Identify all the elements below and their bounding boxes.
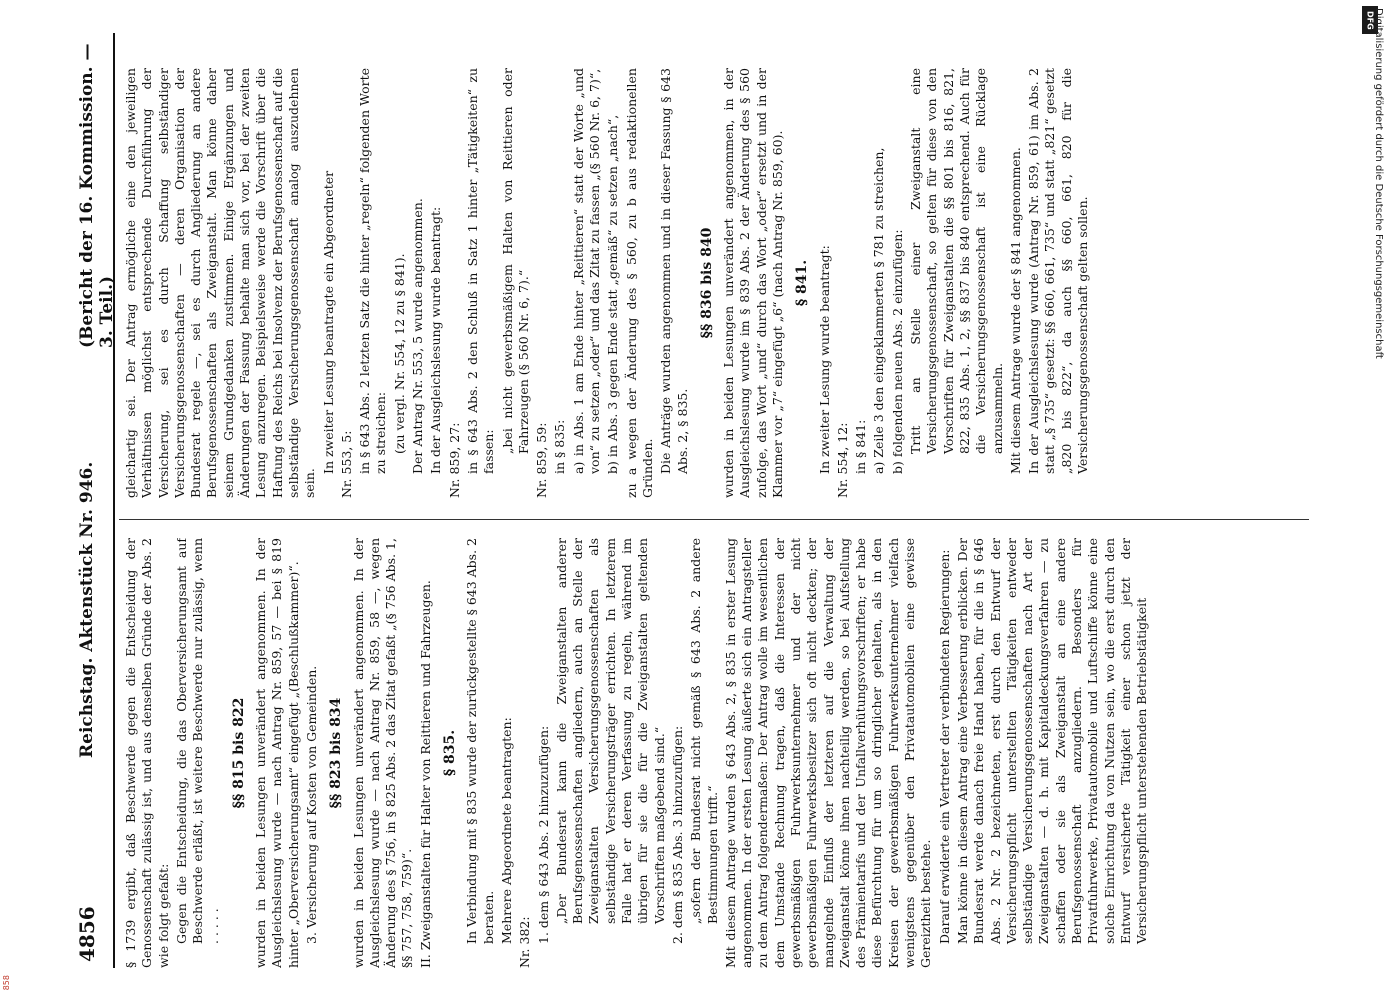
scan-mark: 858 [2, 975, 11, 991]
paragraph: wurden in beiden Lesungen unverändert angenommen. In der Ausgleichslesung wurde — nach Antrag Nr. 859, 58 —, wegen Änderung des § 756, in § 825 Abs. 2 das Zitat gefaßt „(§ 756 Abs. 1, §§ 757, 758, 759)“. [350, 538, 415, 968]
paragraph: in § 643 Abs. 2 letzten Satz die hinter „regeln“ folgenden Worte zu streichen: [357, 68, 389, 474]
paragraph: zu a wegen der Änderung des § 560, zu b aus redaktionellen Gründen. [623, 68, 655, 498]
page-header [67, 33, 115, 968]
section-heading: §§ 836 bis 840 [698, 227, 715, 339]
paragraph: Gegen die Entscheidung, die das Oberversicherungsamt auf Beschwerde erläßt, ist weitere Beschwerde nur zulässig, wenn . . . . . [173, 538, 222, 944]
paragraph: Mit diesem Antrage wurden § 643 Abs. 2, § 835 in erster Lesung angenommen. In der ersten Lesung äußerte sich ein Antragsteller zu dem Antrag folgendermaßen: Der Antrag wolle im wesentlichen dem Umstande Rechnung tragen, daß die Interessen der gewerbsmäßigen Fuhrwerksunternehmer und der nicht gewerbsmäßigen Fuhrwerksbesitzer sich oft nicht deckten; der mangelnde Einfluß der letzteren auf die Verwaltung der Zweiganstalt könne ihnen nachteilig werden, so bei Aufstellung des Prämientarifs und der Unfallverhütungsvorschriften; er habe diese Befürchtung für um so dringlicher gehalten, als in den Kreisen der gewerbsmäßigen Fuhrwerksunternehmer vielfach wenigstens gegenüber den Privatautomobilen eine gewisse Gereiztheit bestehe. [722, 538, 934, 968]
paragraph: wurden in beiden Lesungen unverändert angenommen. In der Ausgleichslesung wurde — nach Antrag Nr. 859, 57 — bei § 819 hinter „Oberversicherungsamt“ eingefügt „(Beschlußkammer)“. [253, 538, 301, 968]
paragraph: gleichartig sei. Der Antrag ermögliche eine den jeweiligen Verhältnissen möglichst entsprechende Durchführung der Versicherung, sei es durch Schaffung selbständiger Versicherungsgenossenschaften — deren Organisation der Bundesrat regele —, sei es durch Angliederung an andere Berufsgenossenschaften als Zweiganstalt. Man könne daher seinem Grundgedanken zustimmen. Einige Ergänzungen und Änderungen der Fassung behalte man sich vor, bei der zweiten Lesung anzuregen. Beispielsweise werde die Vorschrift über die Haftung des Reichs bei Insolvenz der Berufsgenossenschaft auf die selbständige Versicherungsgenossenschaft analog auszudehnen sein. [123, 68, 318, 498]
paragraph: Nr. 553, 5: [338, 430, 354, 498]
paragraph: 3. Versicherung auf Kosten von Gemeinden. [303, 665, 319, 944]
paragraph: Die Anträge wurden angenommen und in dieser Fassung § 643 Abs. 2, § 835. [658, 68, 690, 474]
paragraph: b) folgenden neuen Abs. 2 einzufügen: [889, 229, 905, 474]
paragraph: Nr. 554, 12: [834, 422, 850, 498]
header-right-title: (Bericht der 16. Kommission. — 3. Teil.) [77, 43, 117, 348]
paragraph: II. Zweiganstalten für Halter von Reittieren und Fahrzeugen. [417, 580, 433, 968]
section-heading: § 841. [794, 259, 811, 307]
column-divider [119, 519, 1309, 520]
rotated-document-page [67, 33, 1317, 968]
paragraph: § 1739 ergibt, daß Beschwerde gegen die Entscheidung der Genossenschaft zulässig ist, und aus denselben Gründe der Abs. 2 wie folgt gefaßt: [123, 538, 171, 968]
paragraph: a) in Abs. 1 am Ende hinter „Reittieren“ statt der Worte „und von“ zu setzen „oder“ und das Zitat zu fassen „(§ 560 Nr. 6, 7)“, [570, 68, 603, 474]
paragraph: in § 835: [552, 419, 568, 474]
paragraph: Mit diesem Antrage wurde der § 841 angenommen. [1007, 147, 1023, 474]
dfg-logo: DFG [1362, 6, 1378, 34]
paragraph: b) in Abs. 3 gegen Ende statt „gemäß“ zu setzen „nach“, [605, 114, 621, 474]
paragraph: „bei nicht gewerbsmäßigem Halten von Reittieren oder Fahrzeugen (§ 560 Nr. 6, 7).“ [499, 68, 531, 454]
header-left-title: Reichstag. Aktenstück Nr. 946. [77, 461, 97, 758]
digitization-note: Digitalisierung gefördert durch die Deutsche Forschungsgemeinschaft [1373, 8, 1384, 359]
section-heading: §§ 823 bis 834 [328, 697, 345, 809]
paragraph: Der Antrag Nr. 553, 5 wurde angenommen. [410, 198, 426, 474]
paragraph: Man könne in diesem Antrag eine Verbesserung erblicken. Der Bundesrat werde danach freie Hand haben, für die in § 646 Abs. 2 Nr. 2 bezeichneten, erst durch den Entwurf der Versicherungspflicht unterstellten Tätigkeiten entweder selbständige Versicherungsgenossenschaften nach Art der Zweiganstalten — d. h. mit Kapitaldeckungsverfahren — zu schaffen oder sie als Zweiganstalt an eine andere Berufsgenossenschaft anzugliedern. Besonders für Privatfuhrwerke, Privatautomobile und Luftschiffe könne eine solche Einrichtung da von Nutzen sein, wo die erst durch den Entwurf versicherte Tätigkeit einer schon jetzt der Versicherungspflicht unterstehenden Betriebstätigkeit [954, 538, 1150, 944]
paragraph: Tritt an Stelle einer Zweiganstalt eine Versicherungsgenossenschaft, so gelten für diese von den Vorschriften für Zweiganstalten die §§ 801 bis 816, 821, 822, 835 Abs. 1, 2, §§ 837 bis 840 entsprechend. Auch für die Versicherungsgenossenschaft ist eine Rücklage anzusammeln. [908, 68, 1005, 454]
paragraph: In zweiter Lesung wurde beantragt: [816, 245, 832, 474]
paragraph: In der Ausgleichslesung wurde beantragt: [428, 206, 444, 474]
paragraph: „sofern der Bundesrat nicht gemäß § 643 Abs. 2 andere Bestimmungen trifft.“ [688, 538, 720, 924]
section-heading: § 835. [442, 729, 459, 777]
paragraph: In der Ausgleichslesung wurde (Antrag Nr. 859, 61) im Abs. 2 statt „§ 735“ gesetzt: §§ 660, 661, 735“ und statt „821“ gesetzt „820 bis 822“, da auch §§ 660, 661, 820 für die Versicherungsgenossenschaft gelten sollen. [1026, 68, 1091, 474]
paragraph: 1. dem § 643 Abs. 2 hinzuzufügen: [535, 725, 551, 944]
paragraph: Nr. 859, 59: [534, 422, 550, 498]
paragraph: In Verbindung mit § 835 wurde der zurückgestellte § 643 Abs. 2 beraten. [464, 538, 496, 944]
paragraph: in § 643 Abs. 2 den Schluß in Satz 1 hinter „Tätigkeiten“ zu fassen: [464, 68, 497, 474]
paragraph: Darauf erwiderte ein Vertreter der verbündeten Regierungen: [936, 549, 952, 944]
paragraph: (zu vergl. Nr. 554, 12 zu § 841). [391, 253, 407, 454]
paragraph: Mehrere Abgeordnete beantragten: [498, 717, 514, 944]
paragraph: wurden in beiden Lesungen unverändert angenommen, in der Ausgleichslesung wurde im § 839 Abs. 2 der Änderung des § 560 zufolge, das Wort „und“ durch das Wort „oder“ ersetzt und in der Klammer vor „7“ eingefügt „6“ (nach Antrag Nr. 859, 60). [721, 68, 785, 498]
paragraph: in § 841: [853, 419, 869, 474]
left-text-column [123, 538, 1303, 968]
section-heading: §§ 815 bis 822 [230, 697, 247, 809]
right-text-column [123, 68, 1303, 498]
paragraph: „Der Bundesrat kann die Zweiganstalten anderer Berufsgenossenschaften angliedern, auch an Stelle der Zweiganstalten Versicherungsgenossenschaften als selbständige Versicherungsträger errichten. In letzterem Falle hat er deren Verfassung zu regeln, während im übrigen für sie die für die Zweiganstalten geltenden Vorschriften maßgebend sind.“ [553, 538, 667, 924]
paragraph: Nr. 859, 27: [446, 422, 462, 498]
paragraph: In zweiter Lesung beantragte ein Abgeordneter [320, 170, 336, 474]
paragraph: 2. dem § 835 Abs. 3 hinzuzufügen: [669, 725, 685, 944]
paragraph: Nr. 382: [517, 916, 533, 968]
page-number: 4856 [75, 906, 99, 962]
paragraph: a) Zeile 3 den eingeklammerten § 781 zu streichen, [871, 147, 887, 474]
